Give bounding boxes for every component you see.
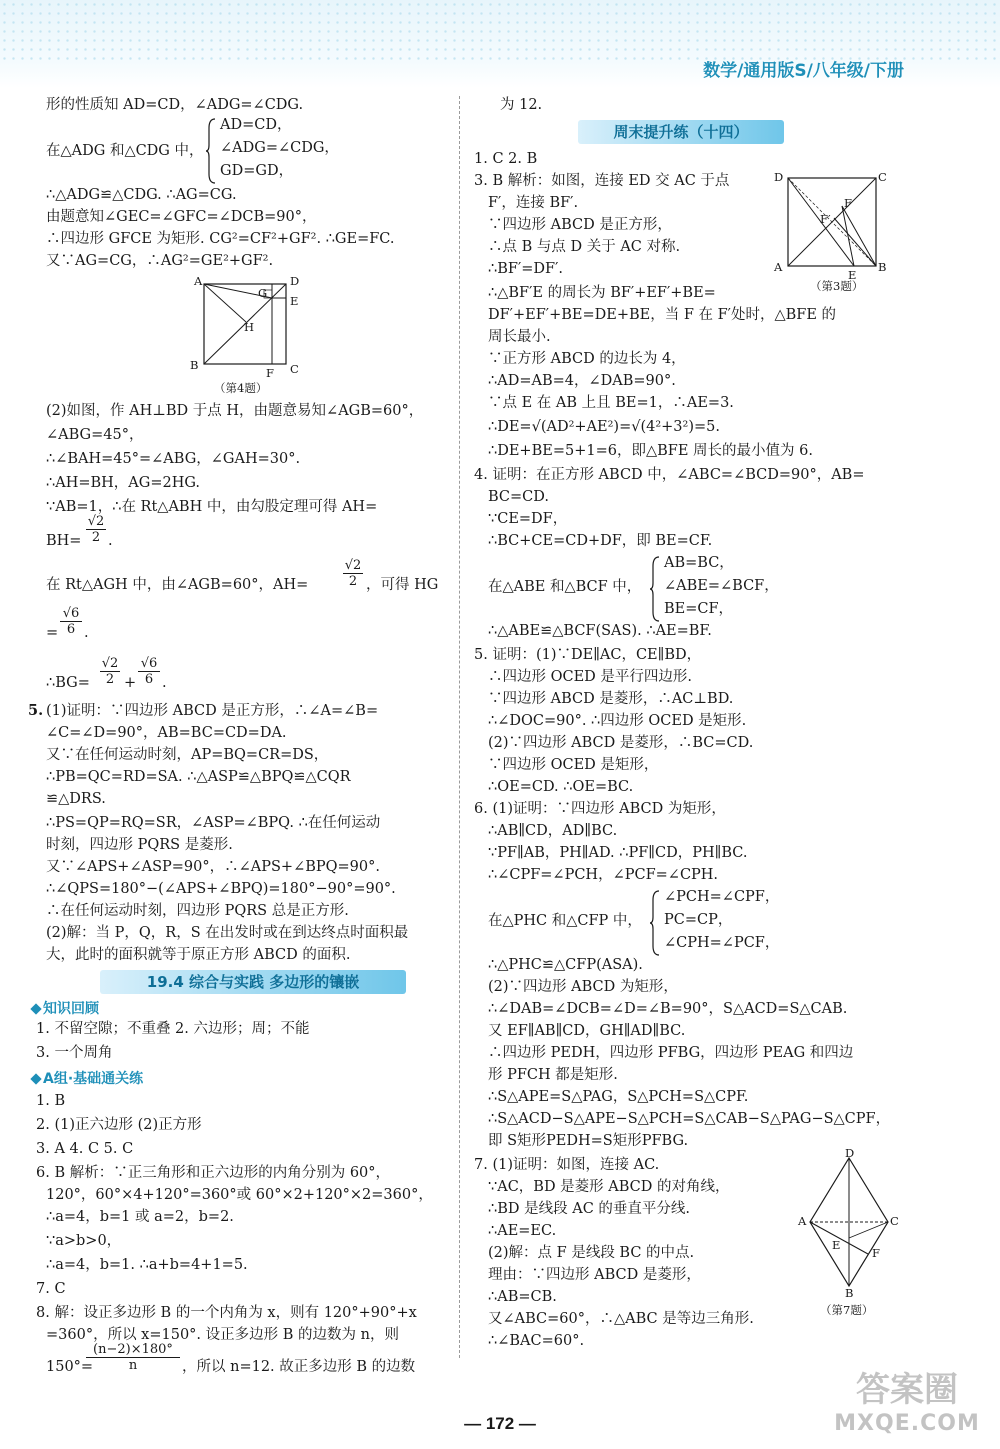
fraction (100, 656, 120, 687)
figure-caption: （第3题） (810, 279, 864, 293)
brace-line: ∠ADG=∠CDG， (220, 140, 339, 156)
fraction-denominator: n (86, 1357, 180, 1373)
subheading-group-a (32, 1068, 143, 1088)
text-line: 即 S矩形PEDH=S矩形PFBG. (488, 1133, 689, 1149)
figure-7-diagram (806, 1154, 892, 1294)
figure-label: B (845, 1286, 854, 1300)
subheading-label: 知识回顾 (43, 1001, 99, 1017)
text-line: ∴DE=√(AD²+AE²)=√(4²+3²)=5. (488, 419, 720, 435)
figure-label: D (845, 1146, 855, 1160)
page-number-value: 172 (485, 1414, 515, 1433)
brace-line: AD=CD， (220, 117, 292, 133)
watermark-logo (832, 1362, 982, 1442)
diamond-bullet-icon (30, 1073, 41, 1084)
figure-3-diagram (782, 172, 882, 272)
figure-label: F′ (820, 212, 831, 226)
text-line: 150°= (46, 1359, 94, 1375)
text-line: . (162, 675, 167, 691)
text-line: 又∠ABC=60°，∴△ABC 是等边三角形. (488, 1311, 754, 1327)
text-line: 7. (1)证明：如图，连接 AC. (474, 1157, 660, 1173)
text-line: DF′+EF′+BE=DE+BE，当 F 在 F′处时，△BFE 的 (488, 307, 837, 323)
text-line: ∴AB∥CD，AD∥BC. (488, 823, 618, 839)
fraction (138, 656, 160, 687)
text-line: 3. 一个周角 (36, 1045, 113, 1061)
fraction-denominator: 6 (60, 621, 82, 637)
subheading-label: A组·基础通关练 (43, 1071, 144, 1087)
brace-line: AB=BC， (664, 555, 734, 571)
subheading-knowledge-review (32, 998, 99, 1018)
text-line: ∴BD 是线段 AC 的垂直平分线. (488, 1201, 691, 1217)
text-line: ∵点 E 在 AB 上且 BE=1，∴AE=3. (488, 395, 734, 411)
fraction-denominator: 2 (86, 529, 106, 545)
text-line: ∴∠DOC=90°. ∴四边形 OCED 是矩形. (488, 713, 747, 729)
text-line: ∴BF′=DF′. (488, 261, 563, 277)
text-line: ∴△ADG≌△CDG. ∴AG=CG. (46, 187, 237, 203)
figure-label: C (890, 1214, 899, 1228)
brace-line: GD=GD， (220, 163, 294, 179)
text-line: 5. 证明：(1)∵DE∥AC，CE∥BD， (474, 647, 702, 663)
text-line: ∴BG= (46, 675, 90, 691)
text-line: ∴四边形 PEDH，四边形 PFBG，四边形 PEAG 和四边 (488, 1045, 854, 1061)
text-line: 6. (1)证明：∵四边形 ABCD 为矩形， (474, 801, 726, 817)
text-line: ∴AD=AB=4，∠DAB=90°. (488, 373, 676, 389)
text-line: ∴△BF′E 的周长为 BF′+EF′+BE= (488, 285, 716, 301)
text-line: 在△PHC 和△CFP 中， (488, 913, 642, 929)
text-line: BC=CD. (488, 489, 549, 505)
section-banner-19-4: 19.4 综合与实践 多边形的镶嵌 (100, 970, 406, 994)
text-line: F′，连接 BF′. (488, 195, 579, 211)
text-line: 4. 证明：在正方形 ABCD 中，∠ABC=∠BCD=90°，AB= (474, 467, 865, 483)
section-banner-weekend: 周末提升练（十四） (578, 120, 784, 144)
brace-icon (650, 556, 660, 622)
fraction-numerator: √2 (87, 514, 105, 529)
text-line: ∴四边形 OCED 是平行四边形. (488, 669, 693, 685)
fraction-numerator: √2 (101, 656, 119, 671)
text-line: (1)证明：∵四边形 ABCD 是正方形，∴∠A=∠B= (46, 703, 379, 719)
fraction-numerator: √6 (140, 656, 158, 671)
text-line: (2)解：当 P，Q，R，S 在出发时或在到达终点时面积最 (46, 925, 409, 941)
figure-label: A (774, 260, 783, 274)
text-line: (2)∵四边形 ABCD 为矩形， (488, 979, 678, 995)
text-line: ∴a=4，b=1. ∴a+b=4+1=5. (46, 1257, 248, 1273)
text-line: 周长最小. (488, 329, 551, 345)
fraction-denominator: 6 (138, 671, 160, 687)
text-line: BH= (46, 533, 82, 549)
text-line: 形的性质知 AD=CD，∠ADG=∠CDG. (46, 97, 304, 113)
brace-icon (206, 118, 216, 184)
fraction (343, 558, 363, 589)
text-line: 为 12. (500, 97, 543, 113)
figure-label: A (194, 274, 203, 288)
text-line: ∴∠BAC=60°. (488, 1333, 585, 1349)
text-line: 120°，60°×4+120°=360°或 60°×2+120°×2=360°， (46, 1187, 433, 1203)
diamond-bullet-icon (30, 1003, 41, 1014)
fraction-denominator: 2 (100, 671, 120, 687)
text-line: 在 Rt△AGH 中，由∠AGB=60°，AH= (46, 577, 309, 593)
figure-label: G (258, 286, 268, 300)
text-line: ∵AB=1，∴在 Rt△ABH 中，由勾股定理可得 AH= (46, 499, 378, 515)
brace-line: ∠ABE=∠BCF， (664, 578, 779, 594)
text-line: ，可得 HG (366, 577, 439, 593)
text-line: 由题意知∠GEC=∠GFC=∠DCB=90°， (46, 209, 317, 225)
text-line: 又∵∠APS+∠ASP=90°，∴∠APS+∠BPQ=90°. (46, 859, 380, 875)
figure-label: B (878, 260, 887, 274)
text-line: 大，此时的面积就等于原正方形 ABCD 的面积. (46, 947, 351, 963)
text-line: 时刻，四边形 PQRS 是菱形. (46, 837, 233, 853)
question-number: 5. (28, 702, 44, 719)
text-line: ∴OE=CD. ∴OE=BC. (488, 779, 634, 795)
text-line: 又∵在任何运动时刻，AP=BQ=CR=DS， (46, 747, 329, 763)
text-line: ∴AB=CB. (488, 1289, 557, 1305)
figure-caption: （第7题） (820, 1303, 874, 1317)
text-line: ∵四边形 ABCD 是菱形，∴AC⊥BD. (488, 691, 734, 707)
figure-label: E (848, 268, 857, 282)
watermark-text: 答案圈 (856, 1370, 958, 1410)
text-line: ∴AH=BH，AG=2HG. (46, 475, 201, 491)
text-line: ∴△PHC≌△CFP(ASA). (488, 957, 643, 973)
text-line: ∵四边形 ABCD 是正方形， (488, 217, 672, 233)
text-line: . (84, 625, 89, 641)
watermark-text: MXQE.COM (834, 1411, 980, 1436)
text-line: 1. C 2. B (474, 151, 538, 167)
text-line: ∴BC+CE=CD+DF，即 BE=CF. (488, 533, 713, 549)
brace-line: BE=CF， (664, 601, 734, 617)
text-line: 在△ADG 和△CDG 中， (46, 143, 204, 159)
text-line: ∵CE=DF， (488, 511, 568, 527)
text-line: ∵a>b>0， (46, 1233, 122, 1249)
fraction-denominator: 2 (343, 573, 363, 589)
text-line: 理由：∵四边形 ABCD 是菱形， (488, 1267, 701, 1283)
text-line: (2)解：点 F 是线段 BC 的中点. (488, 1245, 695, 1261)
figure-label: C (878, 170, 887, 184)
text-line: 在△ABE 和△BCF 中， (488, 579, 642, 595)
text-line: ∴PS=QP=RQ=SR，∠ASP=∠BPQ. ∴在任何运动 (46, 815, 381, 831)
text-line: 2. (1)正六边形 (2)正方形 (36, 1117, 202, 1133)
text-line: = (46, 625, 59, 641)
figure-label: D (290, 274, 300, 288)
header-dot-pattern (0, 0, 1000, 60)
figure-label: E (290, 294, 299, 308)
text-line: 6. B 解析：∵正三角形和正六边形的内角分别为 60°， (36, 1165, 391, 1181)
text-line: ∴点 B 与点 D 关于 AC 对称. (488, 239, 681, 255)
brace-line: ∠CPH=∠PCF， (664, 935, 780, 951)
text-line: ∴∠QPS=180°−(∠APS+∠BPQ)=180°−90°=90°. (46, 881, 396, 897)
text-line: (2)如图，作 AH⊥BD 于点 H，由题意易知∠AGB=60°， (46, 403, 424, 419)
text-line: 1. 不留空隙；不重叠 2. 六边形；周；不能 (36, 1021, 310, 1037)
brace-line: ∠PCH=∠CPF， (664, 889, 780, 905)
text-line: ∵正方形 ABCD 的边长为 4， (488, 351, 686, 367)
text-line: ∠ABG=45°， (46, 427, 144, 443)
figure-label: E (832, 1238, 841, 1252)
figure-caption: （第4题） (214, 381, 268, 395)
page-number: — 172 — (464, 1414, 536, 1433)
text-line: ，所以 n=12. 故正多边形 B 的边数 (182, 1359, 416, 1375)
text-line: + (124, 675, 137, 691)
figure-label: A (798, 1214, 807, 1228)
text-line: . (108, 533, 113, 549)
text-line: 8. 解：设正多边形 B 的一个内角为 x，则有 120°+90°+x (36, 1305, 417, 1321)
brace-line: PC=CP， (664, 912, 733, 928)
figure-label: F (872, 1246, 880, 1260)
text-line: 又∵AG=CG，∴AG²=GE²+GF². (46, 253, 274, 269)
column-divider (459, 96, 460, 1358)
text-line: ∴AE=EC. (488, 1223, 557, 1239)
text-line: ∴∠CPF=∠PCH，∠PCF=∠CPH. (488, 867, 719, 883)
text-line: ∴PB=QC=RD=SA. ∴△ASP≌△BPQ≌△CQR (46, 769, 351, 785)
fraction (60, 606, 82, 637)
text-line: 3. B 解析：如图，连接 ED 交 AC 于点 (474, 173, 730, 189)
text-line: (2)∵四边形 ABCD 是菱形，∴BC=CD. (488, 735, 754, 751)
figure-label: F (266, 366, 274, 380)
text-line: ∴四边形 GFCE 为矩形. CG²=CF²+GF². ∴GE=FC. (46, 231, 395, 247)
figure-label: B (190, 358, 199, 372)
text-line: ∵PF∥AB，PH∥AD. ∴PF∥CD，PH∥BC. (488, 845, 748, 861)
header-title: 数学/通用版S/八年级/下册 (703, 61, 904, 81)
text-line: ≌△DRS. (46, 791, 106, 807)
figure-label: F (844, 196, 852, 210)
text-line: ∴∠BAH=45°=∠ABG，∠GAH=30°. (46, 451, 301, 467)
text-line: 又 EF∥AB∥CD，GH∥AD∥BC. (488, 1023, 686, 1039)
text-line: ∴△ABE≌△BCF(SAS). ∴AE=BF. (488, 623, 712, 639)
figure-label: D (774, 170, 784, 184)
text-line: 7. C (36, 1281, 66, 1297)
text-line: ∴S△ACD−S△APE−S△PCH=S△CAB−S△PAG−S△CPF， (488, 1111, 891, 1127)
text-line: ∴a=4，b=1 或 a=2，b=2. (46, 1209, 234, 1225)
fraction (86, 514, 106, 545)
text-line: ∴∠DAB=∠DCB=∠D=∠B=90°，S△ACD=S△CAB. (488, 1001, 848, 1017)
fraction-numerator: √6 (62, 606, 80, 621)
text-line: ∠C=∠D=90°，AB=BC=CD=DA. (46, 725, 287, 741)
brace-icon (650, 890, 660, 956)
fraction-numerator: (n−2)×180° (93, 1342, 173, 1357)
text-line: 形 PFCH 都是矩形. (488, 1067, 618, 1083)
text-line: 3. A 4. C 5. C (36, 1141, 134, 1157)
text-line: ∴DE+BE=5+1=6，即△BFE 周长的最小值为 6. (488, 443, 813, 459)
figure-label: H (244, 320, 255, 334)
fraction (86, 1342, 180, 1373)
text-line: ∵四边形 OCED 是矩形， (488, 757, 659, 773)
figure-label: C (290, 362, 299, 376)
text-line: ∴在任何运动时刻，四边形 PQRS 总是正方形. (46, 903, 349, 919)
text-line: 1. B (36, 1093, 66, 1109)
text-line: ∵AC，BD 是菱形 ABCD 的对角线， (488, 1179, 730, 1195)
text-line: =360°，所以 x=150°. 设正多边形 B 的边数为 n，则 (46, 1327, 399, 1343)
fraction-numerator: √2 (344, 558, 362, 573)
text-line: ∴S△APE=S△PAG，S△PCH=S△CPF. (488, 1089, 749, 1105)
